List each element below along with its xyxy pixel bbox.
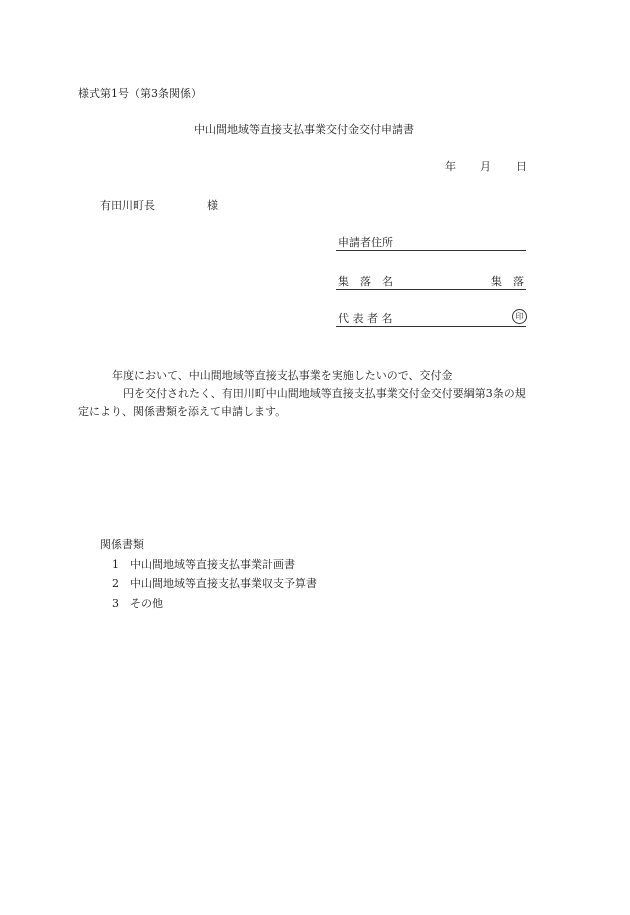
body-line-1: 年度において、中山間地域等直接支払事業を実施したいので、交付金 (112, 369, 453, 382)
attachment-number: 2 (112, 577, 119, 590)
settlement-name-label: 集 落 名 (338, 275, 393, 288)
settlement-suffix: 集 落 (491, 275, 524, 288)
month-label: 月 (480, 160, 491, 173)
applicant-address-line (336, 250, 526, 251)
attachment-text: 中山間地域等直接支払事業収支予算書 (130, 577, 317, 590)
settlement-name-line (336, 289, 526, 290)
attachment-text: その他 (130, 597, 163, 610)
attachments-heading: 関係書類 (100, 538, 144, 551)
representative-name-line (336, 326, 526, 327)
attachment-number: 3 (112, 597, 119, 610)
document-title: 中山間地域等直接支払事業交付金交付申請書 (194, 123, 414, 136)
attachment-number: 1 (112, 558, 119, 571)
seal-mark-icon: 印 (512, 309, 527, 324)
attachment-text: 中山間地域等直接支払事業計画書 (130, 558, 295, 571)
form-number: 様式第1号（第3条関係） (78, 87, 202, 100)
addressee-name: 有田川町長 (100, 199, 155, 212)
body-line-2: 円を交付されたく、有田川町中山間地域等直接支払事業交付金交付要綱第3条の規 (123, 387, 526, 400)
applicant-address-label: 申請者住所 (338, 236, 393, 249)
day-label: 日 (516, 160, 527, 173)
addressee-honorific: 様 (207, 199, 218, 212)
year-label: 年 (445, 160, 456, 173)
representative-name-label: 代 表 者 名 (338, 312, 393, 325)
body-line-3: 定により、関係書類を添えて申請します。 (78, 405, 287, 418)
